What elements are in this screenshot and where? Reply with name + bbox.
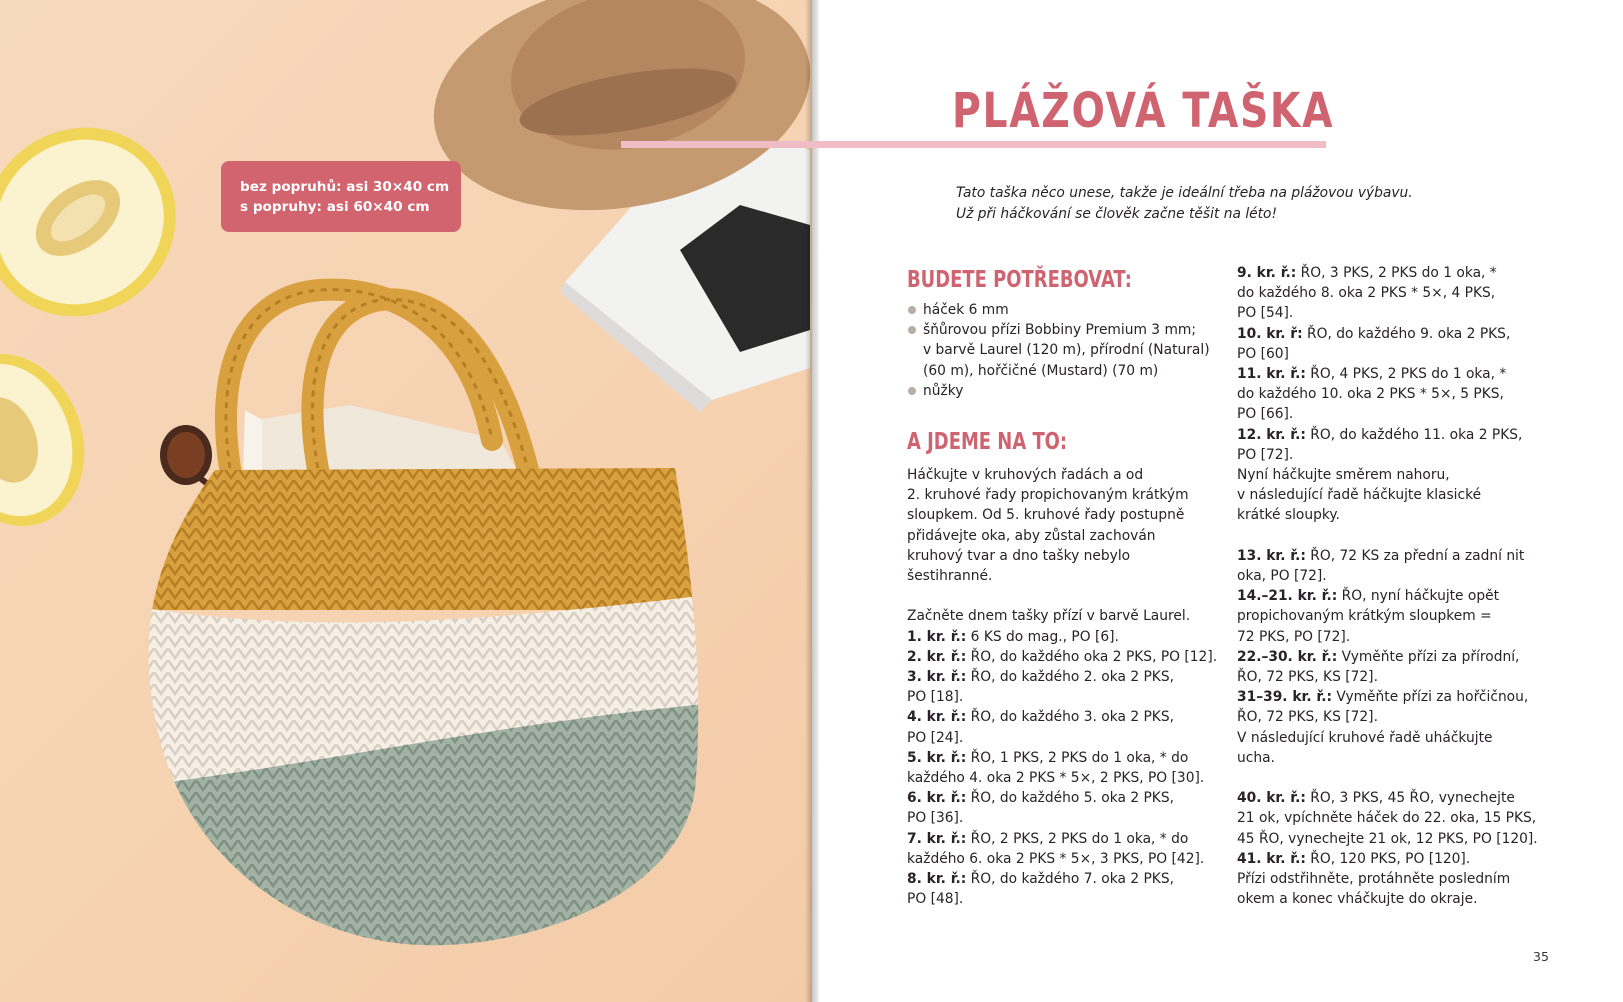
- title-underline: [621, 141, 1326, 148]
- pattern-row: [1237, 849, 1557, 869]
- row-label: 12. kr. ř.:: [1237, 426, 1306, 443]
- intro-line: Už při háčkování se člověk začne těšit na léto!: [956, 206, 1278, 222]
- pattern-row-continuation: PO [66].: [1237, 406, 1294, 423]
- pattern-row: [907, 748, 1217, 768]
- pattern-row-continuation: každého 6. oka 2 PKS * 5×, 3 PKS, PO [42].: [907, 850, 1205, 867]
- size-badge: [221, 161, 461, 232]
- pattern-row: [1237, 546, 1557, 566]
- paragraph-gap: [1237, 526, 1557, 546]
- pattern-row: [1237, 586, 1557, 606]
- pattern-row: [907, 627, 1217, 647]
- row-label: 3. kr. ř.:: [907, 669, 967, 686]
- size-without-straps: bez popruhů: asi 30×40 cm: [240, 179, 450, 195]
- row-label: 10. kr. ř:: [1237, 325, 1303, 342]
- row-text: ŘO, 120 PKS, PO [120].: [1305, 850, 1471, 867]
- pattern-row-continuation: každého 4. oka 2 PKS * 5×, 2 PKS, PO [30].: [907, 770, 1205, 787]
- row-label: 5. kr. ř.:: [907, 749, 967, 766]
- instructions-intro-line: Háčkujte v kruhových řadách a od: [907, 467, 1144, 483]
- page-title: PLÁŽOVÁ TAŠKA: [952, 83, 1335, 139]
- row-label: 31–39. kr. ř.:: [1237, 689, 1332, 706]
- pattern-row: [1237, 647, 1557, 667]
- melon-bottom: [0, 333, 108, 546]
- pattern-row-continuation: PO [60]: [1237, 345, 1289, 362]
- materials-item: šňůrovou přízi Bobbiny Premium 3 mm;: [907, 320, 1207, 340]
- pattern-row: [1237, 364, 1557, 384]
- row-label: 2. kr. ř.:: [907, 648, 967, 665]
- pattern-row: [1237, 324, 1557, 344]
- row-text: ŘO, 2 PKS, 2 PKS do 1 oka, * do: [966, 830, 1189, 847]
- pattern-row-continuation: PO [36].: [907, 810, 964, 827]
- row-text: ŘO, nyní háčkujte opět: [1337, 588, 1500, 605]
- book-spine-shadow: [805, 0, 819, 1002]
- instructions-left-column: [907, 465, 1217, 909]
- instructions-heading: A JDEME NA TO:: [907, 429, 1068, 455]
- row-text: ŘO, 3 PKS, 45 ŘO, vynechejte: [1305, 790, 1515, 807]
- paragraph-gap: [1237, 768, 1557, 788]
- pattern-row-continuation: PO [24].: [907, 729, 964, 746]
- instructions-intro-line: sloupkem. Od 5. kruhové řady postupně: [907, 507, 1185, 524]
- size-with-straps: s popruhy: asi 60×40 cm: [240, 199, 430, 215]
- pattern-row: [907, 647, 1217, 667]
- row-label: 41. kr. ř.:: [1237, 850, 1306, 867]
- row-label: 11. kr. ř.:: [1237, 366, 1306, 383]
- instructions-intro-line: 2. kruhové řady propichovaným krátkým: [907, 487, 1189, 504]
- row-text: ŘO, do každého 7. oka 2 PKS,: [966, 871, 1174, 888]
- pattern-row-continuation: 72 PKS, PO [72].: [1237, 628, 1351, 645]
- pattern-row-continuation: PO [54].: [1237, 305, 1294, 322]
- row-label: 6. kr. ř.:: [907, 790, 967, 807]
- row-text: Vyměňte přízi za hořčičnou,: [1332, 689, 1529, 706]
- pattern-row: [907, 788, 1217, 808]
- materials-item-continuation: (60 m), hořčičné (Mustard) (70 m): [923, 362, 1159, 379]
- row-text: ŘO, do každého 11. oka 2 PKS,: [1305, 426, 1523, 443]
- pattern-row-continuation: 21 ok, vpíchněte háček do 22. oka, 15 PKS,: [1237, 810, 1537, 827]
- row-text: 6 KS do mag., PO [6].: [966, 628, 1119, 645]
- pattern-row: [907, 667, 1217, 687]
- row-label: 4. kr. ř.:: [907, 709, 967, 726]
- row-text: ŘO, do každého oka 2 PKS, PO [12].: [966, 648, 1218, 665]
- pattern-row: [1237, 425, 1557, 445]
- pattern-row: [1237, 263, 1557, 283]
- instructions-intro-line: šestihranné.: [907, 568, 993, 585]
- materials-heading: BUDETE POTŘEBOVAT:: [907, 267, 1132, 293]
- row-label: 14.–21. kr. ř.:: [1237, 588, 1338, 605]
- pattern-row: [907, 707, 1217, 727]
- pattern-row-continuation: ŘO, 72 PKS, KS [72].: [1237, 709, 1378, 726]
- intro-line: Tato taška něco unese, takže je ideální třeba na plážovou výbavu.: [956, 185, 1413, 201]
- instructions-intro-line: kruhový tvar a dno tašky nebylo: [907, 547, 1131, 564]
- instructions-intro-line: přidávejte oka, aby zůstal zachován: [907, 527, 1156, 544]
- intro-text: [956, 183, 1413, 225]
- row-label: 40. kr. ř.:: [1237, 790, 1306, 807]
- pattern-row-continuation: PO [48].: [907, 891, 964, 908]
- pattern-row-continuation: PO [72].: [1237, 446, 1294, 463]
- materials-item: háček 6 mm: [907, 300, 1207, 320]
- pattern-row: [907, 869, 1217, 889]
- instructions-right-column: [1237, 263, 1557, 909]
- row-text: ŘO, do každého 5. oka 2 PKS,: [966, 790, 1174, 807]
- row-text: ŘO, 4 PKS, 2 PKS do 1 oka, *: [1305, 366, 1507, 383]
- pattern-row-continuation: PO [18].: [907, 689, 964, 706]
- instructions-note-line: Nyní háčkujte směrem nahoru,: [1237, 467, 1450, 484]
- instructions-finish-line: okem a konec vháčkujte do okraje.: [1237, 891, 1478, 908]
- instructions-note-line: krátké sloupky.: [1237, 507, 1340, 524]
- instructions-start-line: Začněte dnem tašky přízí v barvě Laurel.: [907, 608, 1191, 625]
- row-label: 7. kr. ř.:: [907, 830, 967, 847]
- row-text: ŘO, 3 PKS, 2 PKS do 1 oka, *: [1296, 265, 1497, 281]
- pattern-row-continuation: ŘO, 72 PKS, KS [72].: [1237, 669, 1378, 686]
- row-text: ŘO, do každého 2. oka 2 PKS,: [966, 669, 1174, 686]
- row-label: 1. kr. ř.:: [907, 628, 967, 645]
- pattern-row: [1237, 788, 1557, 808]
- row-label: 22.–30. kr. ř.:: [1237, 648, 1338, 665]
- pattern-row-continuation: oka, PO [72].: [1237, 568, 1327, 585]
- row-label: 9. kr. ř.:: [1237, 265, 1297, 281]
- row-label: 13. kr. ř.:: [1237, 547, 1306, 564]
- melon-top: [0, 89, 214, 355]
- row-text: ŘO, 72 KS za přední a zadní nit: [1305, 547, 1525, 564]
- paragraph-gap: [907, 586, 1217, 606]
- pattern-row-continuation: 45 ŘO, vynechejte 21 ok, 12 PKS, PO [120].: [1237, 830, 1538, 847]
- materials-item-continuation: v barvě Laurel (120 m), přírodní (Natural): [923, 342, 1210, 359]
- instructions-handles-line: V následující kruhové řadě uháčkujte: [1237, 729, 1493, 746]
- row-text: Vyměňte přízi za přírodní,: [1337, 648, 1520, 665]
- materials-list: [907, 300, 1210, 401]
- pattern-row-continuation: do každého 10. oka 2 PKS * 5×, 5 PKS,: [1237, 386, 1504, 403]
- row-text: ŘO, do každého 9. oka 2 PKS,: [1302, 325, 1511, 342]
- instructions-finish-line: Přízi odstřihněte, protáhněte posledním: [1237, 871, 1511, 888]
- page-number: 35: [1533, 949, 1549, 964]
- bag-body: [100, 440, 750, 980]
- row-text: ŘO, 1 PKS, 2 PKS do 1 oka, * do: [966, 749, 1189, 766]
- row-label: 8. kr. ř.:: [907, 871, 967, 888]
- materials-item: nůžky: [907, 381, 1207, 401]
- pattern-row: [1237, 687, 1557, 707]
- row-text: ŘO, do každého 3. oka 2 PKS,: [966, 709, 1174, 726]
- instructions-handles-line: ucha.: [1237, 749, 1275, 766]
- instructions-note-line: v následující řadě háčkujte klasické: [1237, 487, 1482, 504]
- pattern-row-continuation: do každého 8. oka 2 PKS * 5×, 4 PKS,: [1237, 285, 1496, 302]
- pattern-row-continuation: propichovaným krátkým sloupkem =: [1237, 608, 1492, 625]
- pattern-row: [907, 829, 1217, 849]
